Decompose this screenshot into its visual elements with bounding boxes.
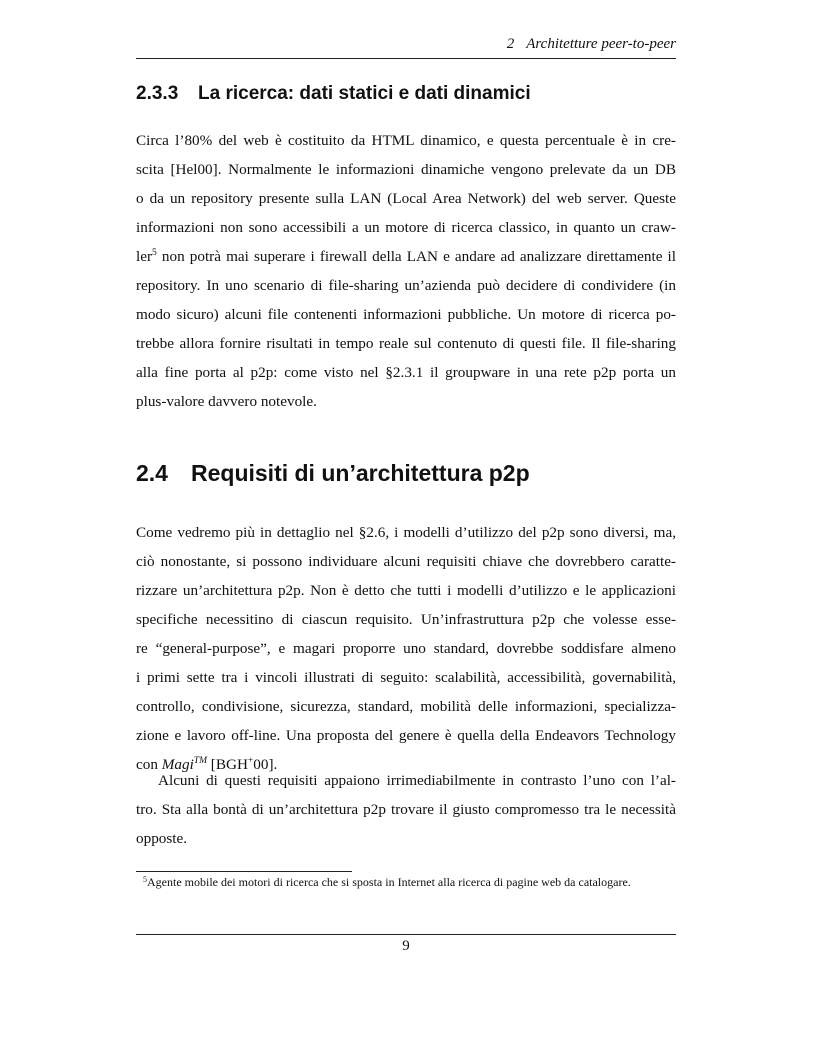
paragraph-line: trebbe allora fornire risultati in tempo reale sul contenuto di questi file. Il file-sharing [136, 335, 676, 352]
paragraph-line: tro. Sta alla bontà di un’architettura p2p trovare il giusto compromesso tra le necessità [136, 801, 676, 818]
section-paragraph-1 [136, 518, 676, 779]
paragraph-line: Alcuni di questi requisiti appaiono irrimediabilmente in contrasto l’uno con l’al- [158, 772, 676, 789]
paragraph-line-rest: non potrà mai superare i firewall della LAN e andare ad analizzare direttamente il [161, 248, 676, 265]
footer-rule [136, 934, 676, 935]
paragraph-line: modo sicuro) alcuni file contenenti informazioni pubbliche. Un motore di ricerca po- [136, 306, 676, 323]
subsection-number: 2.3.3 [136, 83, 179, 104]
citation-year: 00]. [253, 756, 278, 773]
footnote-mark: 5 [143, 875, 147, 884]
section-heading [136, 460, 676, 487]
paragraph-line: zione e lavoro off-line. Una proposta del genere è quella della Endeavors Technology [136, 727, 676, 744]
paragraph-line [136, 242, 676, 271]
paragraph-line-start: ler [136, 248, 153, 265]
citation-key: [BGH [210, 756, 248, 773]
footnote-text: Agente mobile dei motori di ricerca che si sposta in Internet alla ricerca di pagine web da catalogare. [147, 875, 631, 889]
page-number: 9 [402, 938, 410, 954]
running-head-chapter-title: Architetture peer-to-peer [526, 36, 676, 52]
trademark-mark: TM [193, 756, 207, 766]
subsection-paragraph [136, 126, 676, 416]
paragraph-line: Come vedremo più in dettaglio nel §2.6, i modelli d’utilizzo del p2p sono diversi, ma, [136, 524, 676, 541]
section-paragraph-2 [136, 766, 676, 853]
paragraph-line: o da un repository presente sulla LAN (Local Area Network) del web server. Queste [136, 190, 676, 207]
paragraph-line: opposte. [136, 830, 188, 847]
running-head-chapter-number: 2 [506, 36, 515, 52]
paragraph-line: specifiche necessitino di ciascun requisito. Un’infrastruttura p2p che volesse esse- [136, 611, 676, 628]
citation-plus: + [247, 756, 254, 766]
paragraph-line: re “general-purpose”, e magari proporre uno standard, dovrebbe soddisfare almeno [136, 640, 676, 657]
paragraph-line: repository. In uno scenario di file-sharing un’azienda può decidere di condividere (in [136, 277, 676, 294]
paragraph-line-start: con [136, 756, 158, 773]
paragraph-line: plus-valore davvero notevole. [136, 393, 317, 410]
footnote-reference[interactable]: 5 [152, 248, 157, 258]
running-head [136, 36, 676, 53]
paragraph-line: ciò nonostante, si possono individuare alcuni requisiti chiave che dovrebbero caratte- [136, 553, 676, 570]
paragraph-line: alla fine porta al p2p: come visto nel §2.3.1 il groupware in una rete p2p porta un [136, 364, 676, 381]
subsection-heading [136, 83, 676, 105]
paragraph-line: i primi sette tra i vincoli illustrati di seguito: scalabilità, accessibilità, governabilità, [136, 669, 676, 686]
paragraph-line: controllo, condivisione, sicurezza, standard, mobilità delle informazioni, specializza- [136, 698, 676, 715]
footnote [143, 874, 683, 890]
product-name: Magi [161, 756, 194, 773]
section-title: Requisiti di un’architettura p2p [191, 460, 530, 486]
footnote-rule [136, 871, 352, 872]
paragraph-line: informazioni non sono accessibili a un motore di ricerca classico, in quanto un craw- [136, 219, 676, 236]
paragraph-line: rizzare un’architettura p2p. Non è detto che tutti i modelli d’utilizzo e le applicazioni [136, 582, 676, 599]
header-rule [136, 58, 676, 59]
section-number: 2.4 [136, 460, 168, 486]
paragraph-line: scita [Hel00]. Normalmente le informazioni dinamiche vengono prelevate da un DB [136, 161, 676, 178]
paragraph-line: Circa l’80% del web è costituito da HTML dinamico, e questa percentuale è in cre- [136, 132, 676, 149]
subsection-title: La ricerca: dati statici e dati dinamici [198, 83, 531, 104]
